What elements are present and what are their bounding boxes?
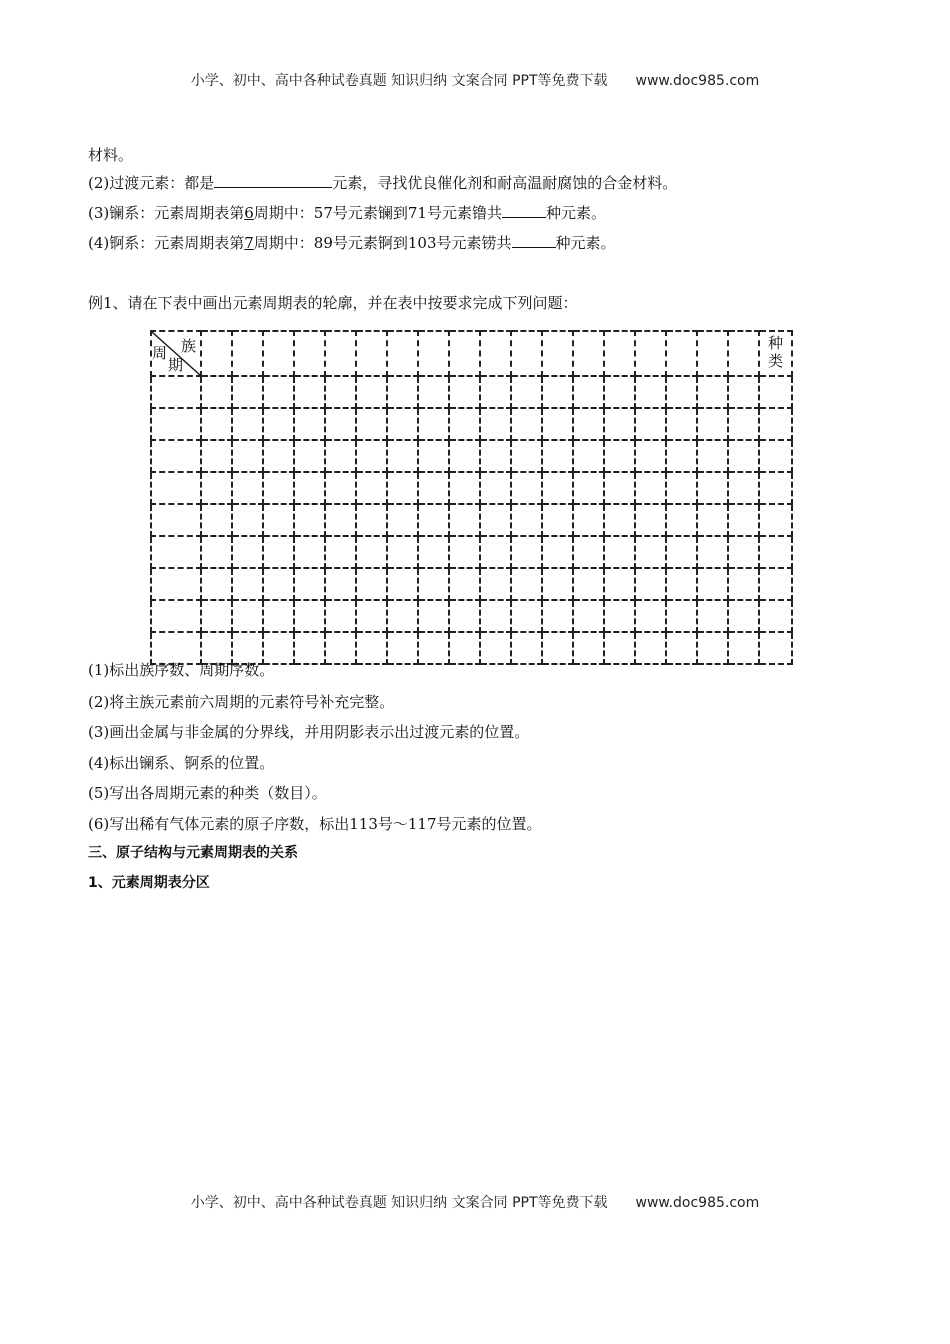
table-cell[interactable] bbox=[697, 408, 728, 440]
table-cell[interactable] bbox=[449, 408, 480, 440]
table-cell[interactable] bbox=[356, 600, 387, 632]
table-cell[interactable] bbox=[666, 504, 697, 536]
question-item: (1)标出族序数、周期序数。 bbox=[88, 661, 275, 679]
count-label: 种 bbox=[767, 334, 783, 352]
count-header-cell[interactable] bbox=[759, 331, 792, 376]
table-cell[interactable] bbox=[418, 536, 449, 568]
table-cell[interactable] bbox=[449, 440, 480, 472]
table-cell[interactable] bbox=[449, 331, 480, 376]
table-cell[interactable] bbox=[151, 440, 201, 472]
table-cell[interactable] bbox=[232, 472, 263, 504]
table-cell[interactable] bbox=[294, 472, 325, 504]
question-item: (4)标出镧系、锕系的位置。 bbox=[88, 754, 275, 772]
table-cell[interactable] bbox=[480, 632, 511, 664]
table-cell[interactable] bbox=[151, 536, 201, 568]
table-cell[interactable] bbox=[728, 568, 759, 600]
table-cell[interactable] bbox=[232, 536, 263, 568]
table-cell[interactable] bbox=[728, 331, 759, 376]
table-cell[interactable] bbox=[573, 568, 604, 600]
table-cell[interactable] bbox=[151, 376, 201, 408]
table-cell[interactable] bbox=[387, 600, 418, 632]
table-cell[interactable] bbox=[759, 472, 792, 504]
table-cell[interactable] bbox=[635, 536, 666, 568]
answer-blank[interactable] bbox=[214, 173, 332, 188]
table-cell[interactable] bbox=[697, 504, 728, 536]
table-cell[interactable] bbox=[635, 568, 666, 600]
table-cell[interactable] bbox=[542, 376, 573, 408]
table-cell[interactable] bbox=[542, 536, 573, 568]
text: (3)镧系：元素周期表第 bbox=[88, 204, 245, 222]
table-header-row bbox=[151, 331, 792, 376]
table-cell[interactable] bbox=[418, 504, 449, 536]
table-cell[interactable] bbox=[511, 440, 542, 472]
table-cell[interactable] bbox=[263, 331, 294, 376]
table-cell[interactable] bbox=[511, 568, 542, 600]
table-cell[interactable] bbox=[387, 504, 418, 536]
table-row bbox=[151, 568, 792, 600]
table-cell[interactable] bbox=[263, 536, 294, 568]
table-cell[interactable] bbox=[728, 536, 759, 568]
table-cell[interactable] bbox=[697, 568, 728, 600]
table-cell[interactable] bbox=[542, 408, 573, 440]
table-cell[interactable] bbox=[542, 504, 573, 536]
answer-blank[interactable] bbox=[512, 233, 556, 248]
table-cell[interactable] bbox=[511, 600, 542, 632]
table-cell[interactable] bbox=[232, 331, 263, 376]
table-cell[interactable] bbox=[604, 408, 635, 440]
subsection-title: 1、元素周期表分区 bbox=[88, 875, 210, 891]
table-cell[interactable] bbox=[480, 440, 511, 472]
table-cell[interactable] bbox=[759, 440, 792, 472]
table-cell[interactable] bbox=[511, 408, 542, 440]
text: (2)过渡元素：都是 bbox=[88, 174, 215, 192]
table-cell[interactable] bbox=[666, 440, 697, 472]
table-cell[interactable] bbox=[728, 376, 759, 408]
table-cell[interactable] bbox=[294, 632, 325, 664]
table-cell[interactable] bbox=[759, 600, 792, 632]
period-number: 6 bbox=[244, 204, 254, 222]
table-cell[interactable] bbox=[480, 504, 511, 536]
text: 种元素。 bbox=[545, 204, 606, 222]
table-cell[interactable] bbox=[759, 536, 792, 568]
table-cell[interactable] bbox=[201, 440, 232, 472]
table-cell[interactable] bbox=[573, 331, 604, 376]
table-cell[interactable] bbox=[294, 440, 325, 472]
table-cell[interactable] bbox=[151, 472, 201, 504]
table-cell[interactable] bbox=[201, 600, 232, 632]
table-cell[interactable] bbox=[604, 632, 635, 664]
table-cell[interactable] bbox=[542, 440, 573, 472]
table-cell[interactable] bbox=[480, 536, 511, 568]
table-row bbox=[151, 472, 792, 504]
table-cell[interactable] bbox=[542, 472, 573, 504]
table-cell[interactable] bbox=[356, 440, 387, 472]
page-footer bbox=[0, 1192, 950, 1212]
section-title: 三、原子结构与元素周期表的关系 bbox=[88, 845, 298, 861]
period-number: 7 bbox=[244, 234, 254, 252]
table-cell[interactable] bbox=[294, 331, 325, 376]
table-cell[interactable] bbox=[666, 331, 697, 376]
text: 元素，寻找优良催化剂和耐高温耐腐蚀的合金材料。 bbox=[332, 174, 678, 192]
question-item: (6)写出稀有气体元素的原子序数，标出113号～117号元素的位置。 bbox=[88, 815, 542, 833]
table-cell[interactable] bbox=[449, 376, 480, 408]
table-cell[interactable] bbox=[480, 331, 511, 376]
table-cell[interactable] bbox=[542, 568, 573, 600]
table-cell[interactable] bbox=[759, 408, 792, 440]
table-cell[interactable] bbox=[201, 376, 232, 408]
table-cell[interactable] bbox=[232, 568, 263, 600]
table-cell[interactable] bbox=[604, 376, 635, 408]
table-cell[interactable] bbox=[635, 472, 666, 504]
table-cell[interactable] bbox=[418, 331, 449, 376]
table-cell[interactable] bbox=[573, 408, 604, 440]
table-cell[interactable] bbox=[418, 408, 449, 440]
table-cell[interactable] bbox=[325, 600, 356, 632]
text-line bbox=[88, 173, 677, 193]
example-prompt: 例1、请在下表中画出元素周期表的轮廓，并在表中按要求完成下列问题： bbox=[88, 294, 578, 312]
table-cell[interactable] bbox=[604, 331, 635, 376]
table-cell[interactable] bbox=[418, 472, 449, 504]
table-cell[interactable] bbox=[263, 600, 294, 632]
table-cell[interactable] bbox=[480, 472, 511, 504]
table-cell[interactable] bbox=[263, 376, 294, 408]
table-cell[interactable] bbox=[201, 504, 232, 536]
table-cell[interactable] bbox=[201, 472, 232, 504]
table-row bbox=[151, 376, 792, 408]
table-cell[interactable] bbox=[697, 536, 728, 568]
table-cell[interactable] bbox=[387, 472, 418, 504]
table-cell[interactable] bbox=[728, 600, 759, 632]
text: (4)锕系：元素周期表第 bbox=[88, 234, 245, 252]
table-cell[interactable] bbox=[666, 536, 697, 568]
period-label: 周 bbox=[152, 344, 168, 362]
table-cell[interactable] bbox=[480, 568, 511, 600]
table-cell[interactable] bbox=[759, 376, 792, 408]
table-cell[interactable] bbox=[759, 504, 792, 536]
table-cell[interactable] bbox=[418, 440, 449, 472]
table-cell[interactable] bbox=[697, 440, 728, 472]
table-cell[interactable] bbox=[232, 376, 263, 408]
table-cell[interactable] bbox=[294, 504, 325, 536]
table-cell[interactable] bbox=[294, 376, 325, 408]
table-cell[interactable] bbox=[232, 600, 263, 632]
text-line bbox=[88, 203, 606, 223]
table-cell[interactable] bbox=[759, 632, 792, 664]
table-cell[interactable] bbox=[604, 536, 635, 568]
table-cell[interactable] bbox=[356, 408, 387, 440]
table-cell[interactable] bbox=[387, 632, 418, 664]
table-cell[interactable] bbox=[263, 408, 294, 440]
table-cell[interactable] bbox=[294, 568, 325, 600]
table-cell[interactable] bbox=[511, 376, 542, 408]
table-cell[interactable] bbox=[573, 376, 604, 408]
table-cell[interactable] bbox=[480, 408, 511, 440]
table-cell[interactable] bbox=[666, 632, 697, 664]
table-cell[interactable] bbox=[325, 504, 356, 536]
text: 周期中：89号元素锕到103号元素铹共 bbox=[253, 234, 512, 252]
table-cell[interactable] bbox=[604, 504, 635, 536]
table-cell[interactable] bbox=[511, 536, 542, 568]
text-line bbox=[88, 233, 616, 253]
table-cell[interactable] bbox=[697, 600, 728, 632]
table-cell[interactable] bbox=[151, 600, 201, 632]
table-cell[interactable] bbox=[542, 600, 573, 632]
table-cell[interactable] bbox=[325, 376, 356, 408]
table-cell[interactable] bbox=[325, 440, 356, 472]
table-cell[interactable] bbox=[325, 331, 356, 376]
table-cell[interactable] bbox=[356, 504, 387, 536]
table-cell[interactable] bbox=[232, 440, 263, 472]
table-cell[interactable] bbox=[635, 504, 666, 536]
table-cell[interactable] bbox=[635, 440, 666, 472]
table-cell[interactable] bbox=[697, 376, 728, 408]
table-cell[interactable] bbox=[511, 504, 542, 536]
table-row bbox=[151, 408, 792, 440]
table-cell[interactable] bbox=[325, 568, 356, 600]
table-cell[interactable] bbox=[387, 331, 418, 376]
table-cell[interactable] bbox=[201, 536, 232, 568]
header-text: 小学、初中、高中各种试卷真题 知识归纳 文案合同 PPT等免费下载 bbox=[190, 73, 608, 89]
table-cell[interactable] bbox=[697, 632, 728, 664]
count-label: 类 bbox=[767, 352, 783, 370]
table-cell[interactable] bbox=[449, 472, 480, 504]
table-cell[interactable] bbox=[697, 472, 728, 504]
table-cell[interactable] bbox=[635, 632, 666, 664]
table-cell[interactable] bbox=[387, 536, 418, 568]
table-cell[interactable] bbox=[356, 632, 387, 664]
table-cell[interactable] bbox=[356, 331, 387, 376]
table-cell[interactable] bbox=[356, 536, 387, 568]
table-cell[interactable] bbox=[635, 331, 666, 376]
table-cell[interactable] bbox=[604, 440, 635, 472]
table-cell[interactable] bbox=[356, 472, 387, 504]
question-item: (2)将主族元素前六周期的元素符号补充完整。 bbox=[88, 693, 395, 711]
table-row bbox=[151, 600, 792, 632]
footer-text: 小学、初中、高中各种试卷真题 知识归纳 文案合同 PPT等免费下载 bbox=[190, 1195, 608, 1211]
page-header bbox=[0, 70, 950, 90]
table-cell[interactable] bbox=[449, 600, 480, 632]
table-cell[interactable] bbox=[418, 376, 449, 408]
table-cell[interactable] bbox=[151, 408, 201, 440]
group-label: 族 bbox=[180, 337, 196, 355]
table-cell[interactable] bbox=[511, 472, 542, 504]
question-item: (5)写出各周期元素的种类（数目）。 bbox=[88, 784, 327, 802]
table-cell[interactable] bbox=[151, 504, 201, 536]
text: 种元素。 bbox=[555, 234, 616, 252]
table-cell[interactable] bbox=[666, 408, 697, 440]
header-url[interactable]: www.doc985.com bbox=[635, 73, 760, 89]
table-cell[interactable] bbox=[604, 568, 635, 600]
table-cell[interactable] bbox=[201, 331, 232, 376]
table-cell[interactable] bbox=[449, 536, 480, 568]
table-cell[interactable] bbox=[263, 440, 294, 472]
table-cell[interactable] bbox=[573, 504, 604, 536]
table-cell[interactable] bbox=[635, 376, 666, 408]
table-cell[interactable] bbox=[666, 472, 697, 504]
table-cell[interactable] bbox=[356, 568, 387, 600]
table-row bbox=[151, 504, 792, 536]
table-cell[interactable] bbox=[604, 600, 635, 632]
table-cell[interactable] bbox=[728, 472, 759, 504]
table-cell[interactable] bbox=[387, 440, 418, 472]
table-cell[interactable] bbox=[511, 331, 542, 376]
table-cell[interactable] bbox=[418, 600, 449, 632]
table-cell[interactable] bbox=[263, 472, 294, 504]
table-cell[interactable] bbox=[263, 568, 294, 600]
table-cell[interactable] bbox=[573, 472, 604, 504]
table-cell[interactable] bbox=[666, 376, 697, 408]
table-cell[interactable] bbox=[294, 536, 325, 568]
table-cell[interactable] bbox=[573, 632, 604, 664]
table-cell[interactable] bbox=[573, 536, 604, 568]
table-cell[interactable] bbox=[201, 408, 232, 440]
table-cell[interactable] bbox=[325, 536, 356, 568]
table-cell[interactable] bbox=[201, 568, 232, 600]
table-cell[interactable] bbox=[697, 331, 728, 376]
table-cell[interactable] bbox=[728, 408, 759, 440]
table-cell[interactable] bbox=[232, 504, 263, 536]
table-cell[interactable] bbox=[542, 331, 573, 376]
period-label: 期 bbox=[168, 356, 184, 374]
table-cell[interactable] bbox=[573, 600, 604, 632]
table-cell[interactable] bbox=[387, 568, 418, 600]
table-cell[interactable] bbox=[480, 376, 511, 408]
table-cell[interactable] bbox=[294, 408, 325, 440]
table-cell[interactable] bbox=[418, 632, 449, 664]
table-cell[interactable] bbox=[511, 632, 542, 664]
table-cell[interactable] bbox=[325, 632, 356, 664]
table-row bbox=[151, 536, 792, 568]
table-cell[interactable] bbox=[263, 504, 294, 536]
table-cell[interactable] bbox=[573, 440, 604, 472]
table-cell[interactable] bbox=[232, 408, 263, 440]
table-cell[interactable] bbox=[728, 632, 759, 664]
table-cell[interactable] bbox=[604, 472, 635, 504]
table-cell[interactable] bbox=[418, 568, 449, 600]
table-cell[interactable] bbox=[480, 600, 511, 632]
table-cell[interactable] bbox=[151, 568, 201, 600]
table-cell[interactable] bbox=[325, 408, 356, 440]
table-cell[interactable] bbox=[387, 376, 418, 408]
table-cell[interactable] bbox=[728, 504, 759, 536]
table-cell[interactable] bbox=[294, 600, 325, 632]
table-cell[interactable] bbox=[635, 408, 666, 440]
table-cell[interactable] bbox=[666, 568, 697, 600]
table-row bbox=[151, 440, 792, 472]
question-item: (3)画出金属与非金属的分界线，并用阴影表示出过渡元素的位置。 bbox=[88, 723, 530, 741]
table-cell[interactable] bbox=[449, 632, 480, 664]
text: 周期中：57号元素镧到71号元素镥共 bbox=[253, 204, 502, 222]
periodic-table-grid bbox=[150, 330, 793, 665]
table-cell[interactable] bbox=[666, 600, 697, 632]
table-cell[interactable] bbox=[759, 568, 792, 600]
table-cell[interactable] bbox=[325, 472, 356, 504]
table-cell[interactable] bbox=[449, 568, 480, 600]
table-cell[interactable] bbox=[387, 408, 418, 440]
corner-header-cell[interactable] bbox=[151, 331, 201, 376]
text-line: 材料。 bbox=[88, 146, 134, 164]
table-cell[interactable] bbox=[449, 504, 480, 536]
footer-url[interactable]: www.doc985.com bbox=[635, 1195, 760, 1211]
table-cell[interactable] bbox=[542, 632, 573, 664]
table-cell[interactable] bbox=[728, 440, 759, 472]
answer-blank[interactable] bbox=[502, 203, 546, 218]
table-cell[interactable] bbox=[356, 376, 387, 408]
table-cell[interactable] bbox=[635, 600, 666, 632]
